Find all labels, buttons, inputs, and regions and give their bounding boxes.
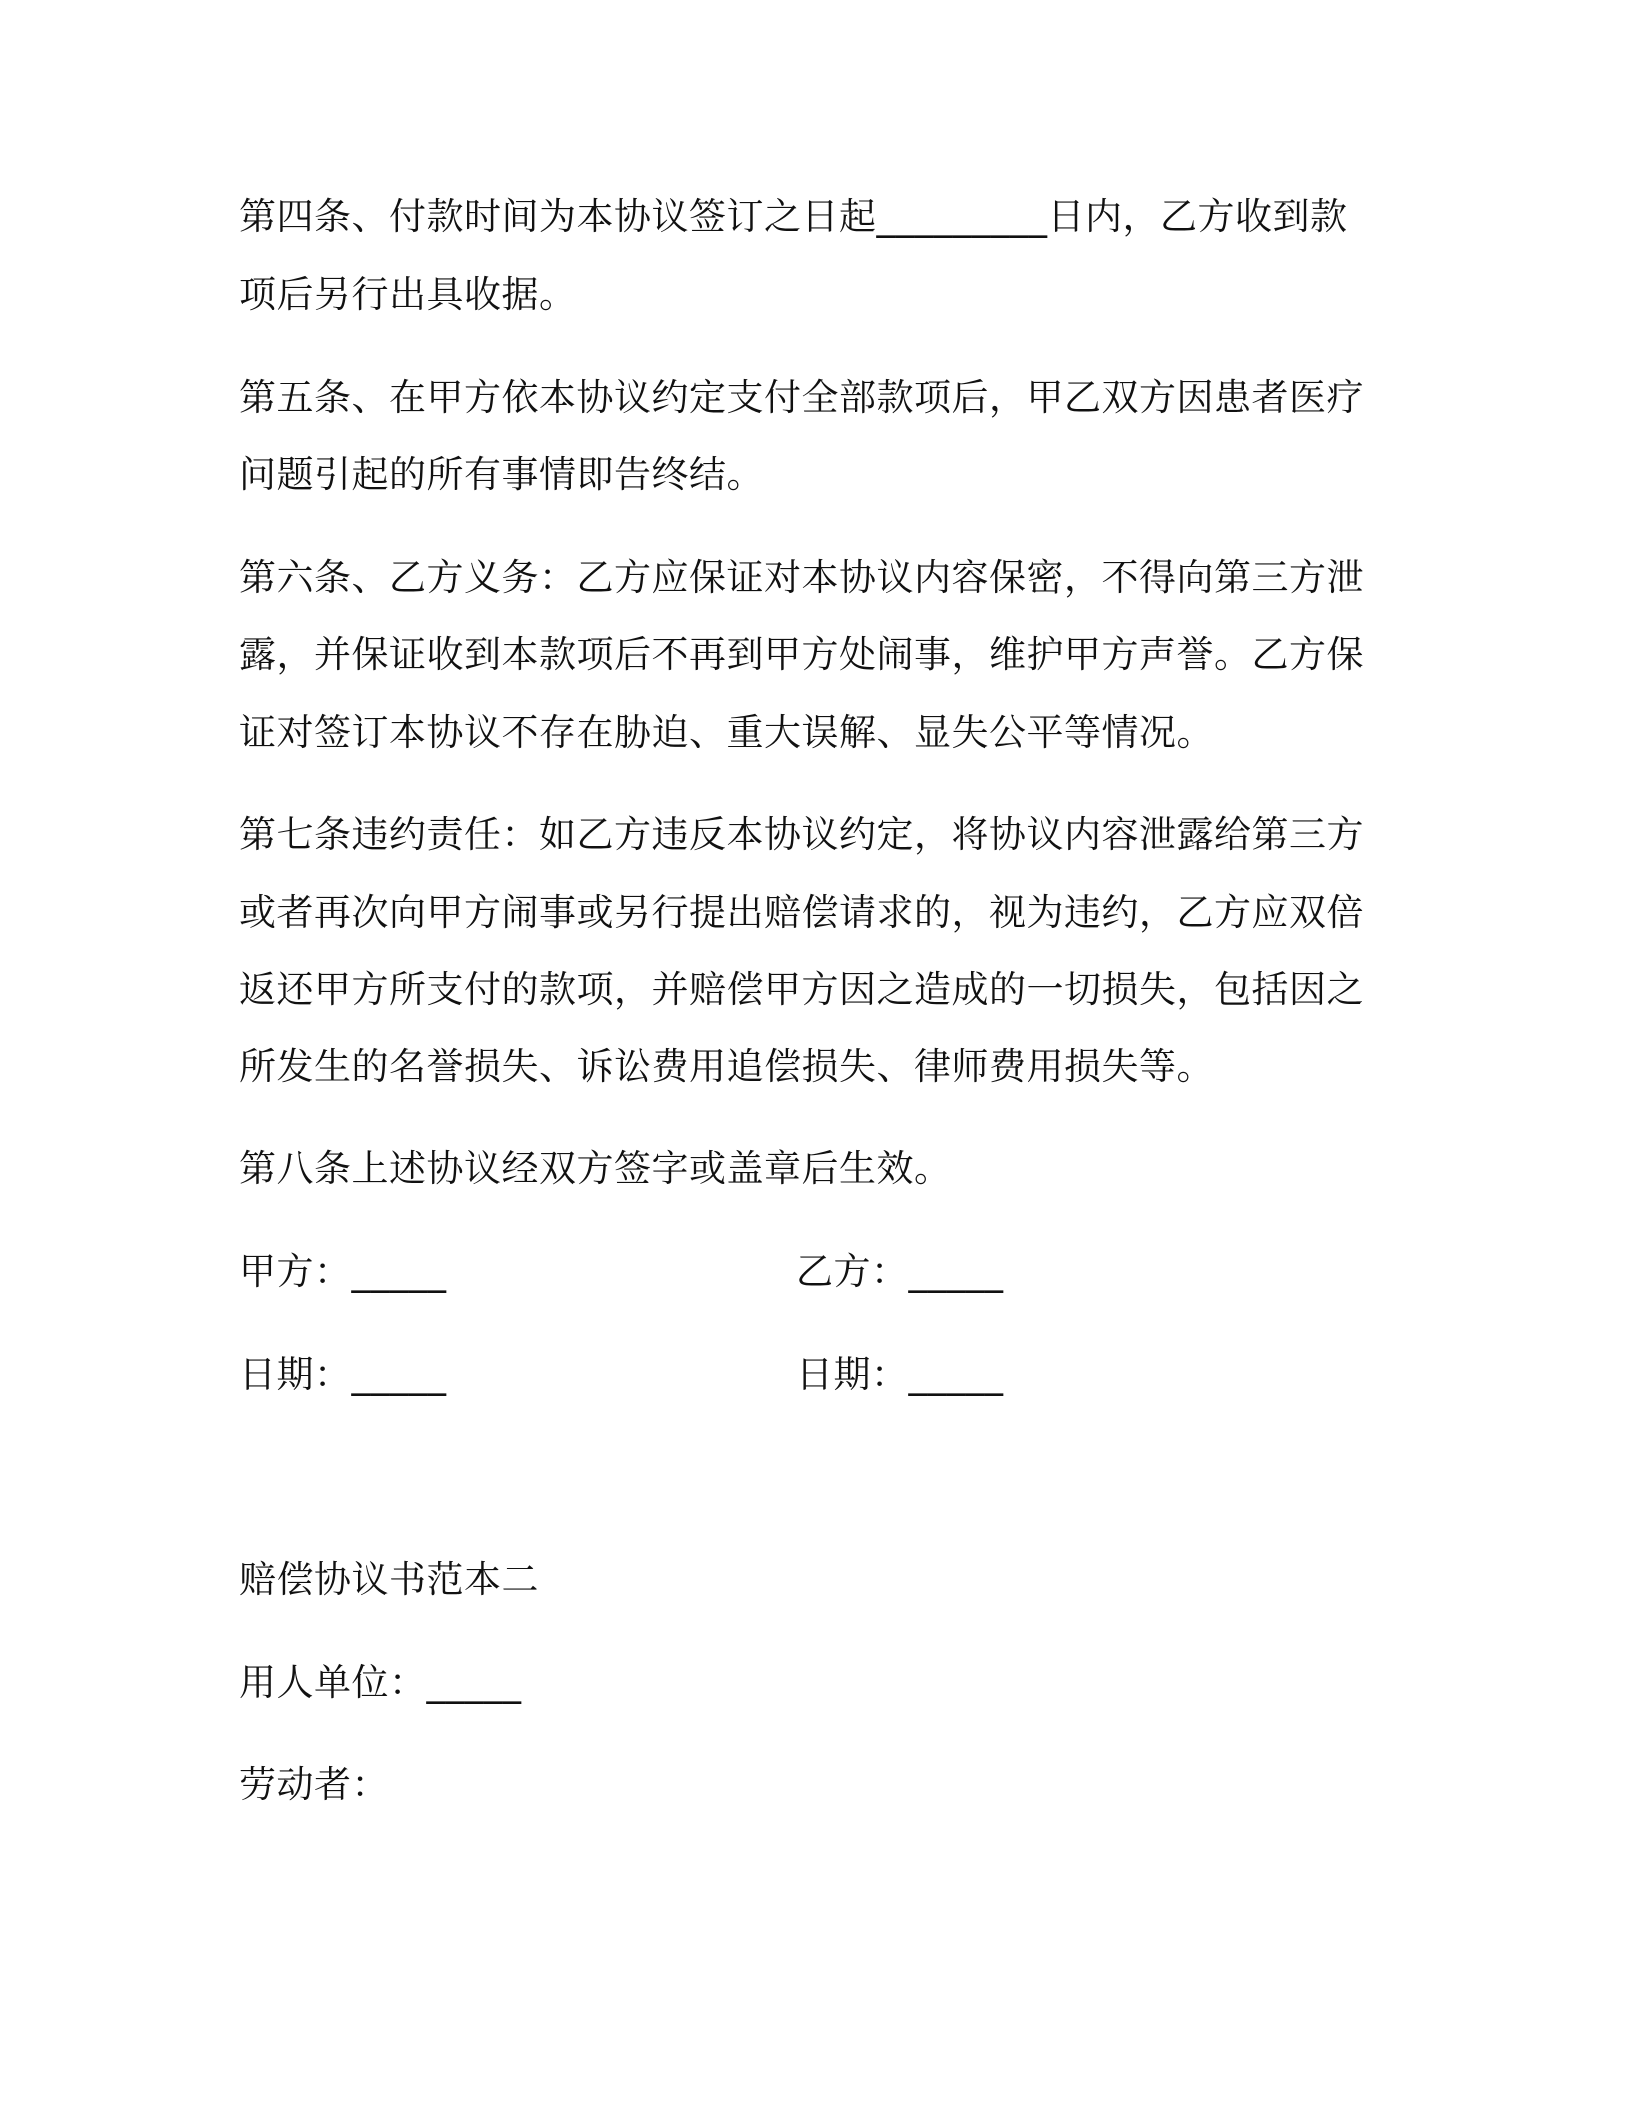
article6-line1: 第六条、乙方义务：乙方应保证对本协议内容保密，不得向第三方泄 <box>239 556 1364 599</box>
article7-line4: 所发生的名誉损失、诉讼费用追偿损失、律师费用损失等。 <box>239 1045 1214 1088</box>
article6-line2: 露，并保证收到本款项后不再到甲方处闹事，维护甲方声誉。乙方保 <box>239 633 1364 676</box>
article5-line2: 问题引起的所有事情即告终结。 <box>239 453 764 496</box>
party-b-signature: 乙方：_____ <box>796 1250 1004 1293</box>
article7-line2: 或者再次向甲方闹事或另行提出赔偿请求的，视为违约，乙方应双倍 <box>239 891 1364 934</box>
article7-line1: 第七条违约责任：如乙方违反本协议约定，将协议内容泄露给第三方 <box>239 813 1364 856</box>
article5-line1: 第五条、在甲方依本协议约定支付全部款项后，甲乙双方因患者医疗 <box>239 376 1364 419</box>
article4-line2: 项后另行出具收据。 <box>239 273 577 316</box>
article4-line1: 第四条、付款时间为本协议签订之日起_________日内，乙方收到款 <box>239 195 1348 238</box>
template2-title: 赔偿协议书范本二 <box>239 1558 539 1601</box>
article8-text: 第八条上述协议经双方签字或盖章后生效。 <box>239 1147 952 1190</box>
employer-field: 用人单位：_____ <box>239 1661 522 1704</box>
party-a-signature: 甲方：_____ <box>239 1250 447 1293</box>
worker-field: 劳动者： <box>239 1763 389 1806</box>
party-b-date: 日期：_____ <box>796 1353 1004 1396</box>
article6-line3: 证对签订本协议不存在胁迫、重大误解、显失公平等情况。 <box>239 711 1214 754</box>
article7-line3: 返还甲方所支付的款项，并赔偿甲方因之造成的一切损失，包括因之 <box>239 968 1364 1011</box>
party-a-date: 日期：_____ <box>239 1353 447 1396</box>
